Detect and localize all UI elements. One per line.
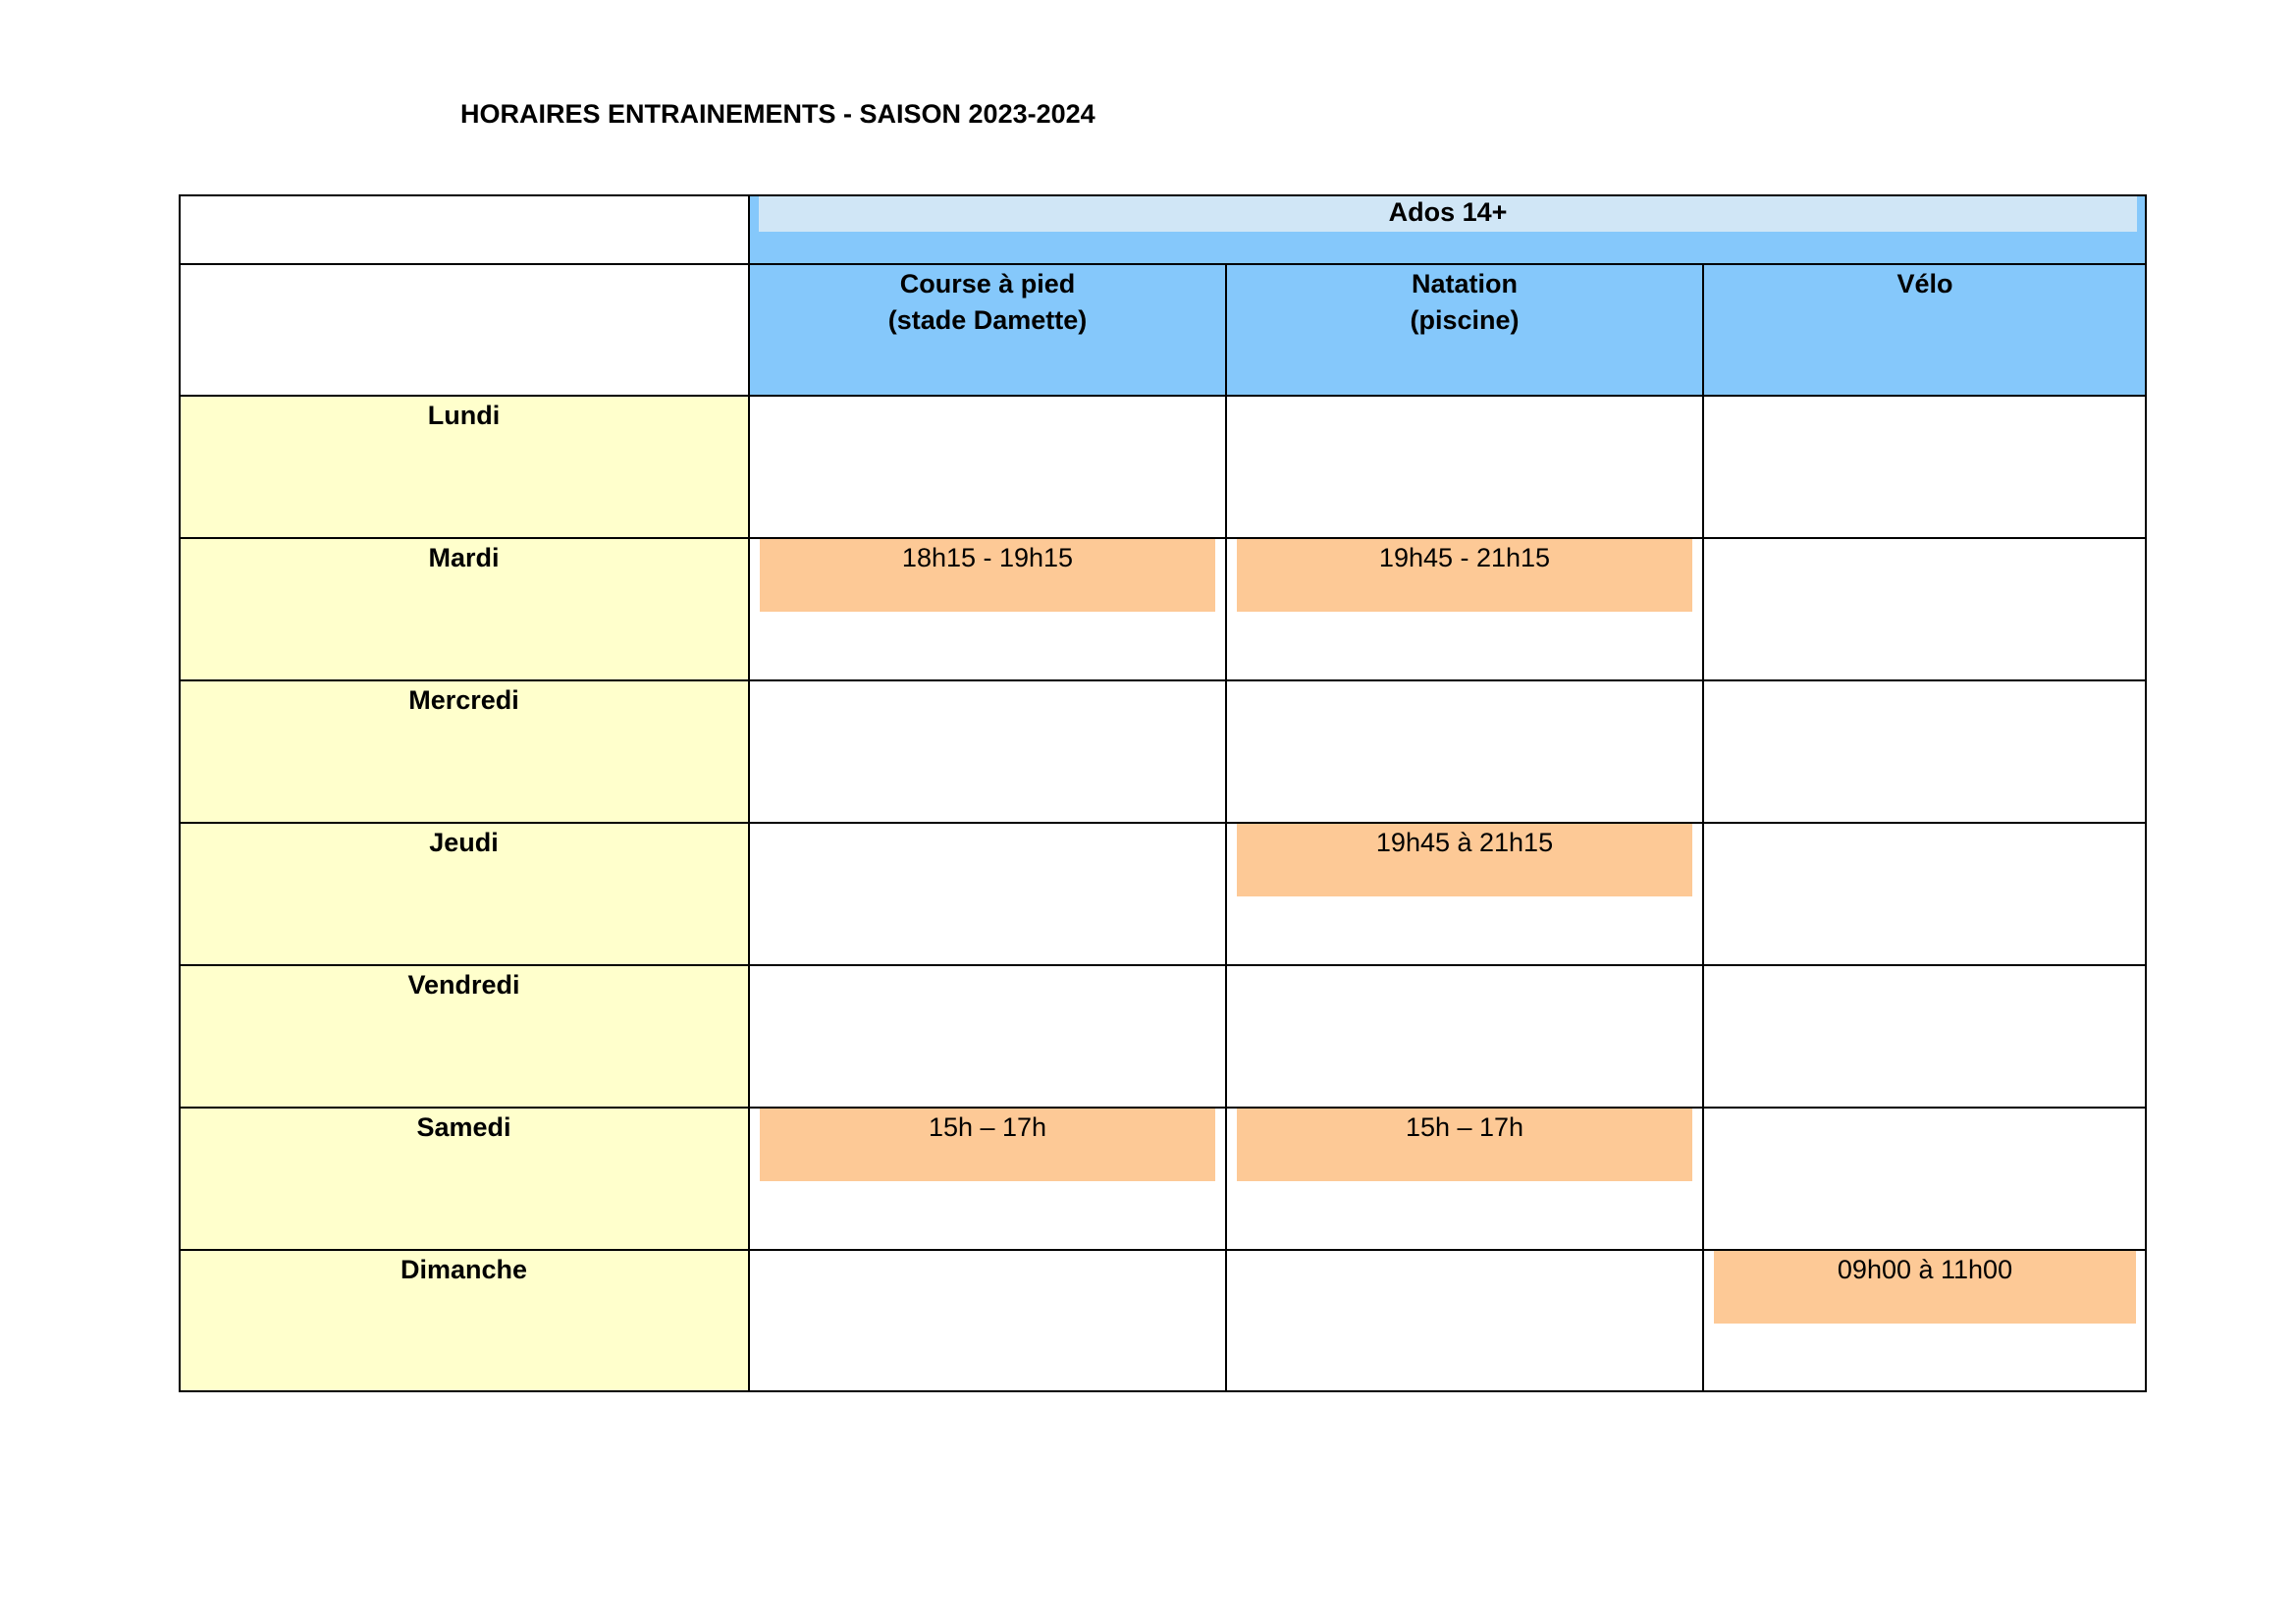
- group-header-label: Ados 14+: [1388, 197, 1508, 227]
- column-header-label: Course à pied (stade Damette): [887, 269, 1088, 335]
- schedule-cell: [749, 823, 1226, 965]
- column-header-label: Natation (piscine): [1410, 269, 1520, 335]
- day-label: Lundi: [427, 401, 501, 430]
- column-header-label: Vélo: [1896, 269, 1953, 298]
- table-rule: [748, 194, 750, 1392]
- table-rule: [179, 194, 181, 1392]
- time-slot-label: 15h – 17h: [1405, 1112, 1524, 1142]
- day-cell-lundi: [179, 396, 749, 538]
- day-label: Mardi: [428, 543, 500, 572]
- time-slot-label: 18h15 - 19h15: [901, 543, 1074, 572]
- schedule-cell: [749, 396, 1226, 538]
- day-label: Vendredi: [407, 970, 520, 1000]
- schedule-cell: [1703, 680, 2147, 823]
- table-rule: [179, 194, 2147, 196]
- schedule-cell: [1703, 1250, 2147, 1392]
- day-label: Jeudi: [429, 828, 499, 857]
- schedule-cell: [749, 1250, 1226, 1392]
- schedule-cell: [749, 538, 1226, 680]
- column-header-2: [1226, 264, 1703, 396]
- day-cell-vendredi: [179, 965, 749, 1108]
- time-slot-label: 19h45 - 21h15: [1378, 543, 1551, 572]
- schedule-cell: [1703, 538, 2147, 680]
- table-rule: [179, 822, 2147, 824]
- schedule-cell: [749, 965, 1226, 1108]
- table-rule: [2145, 194, 2147, 1392]
- schedule-cell: [1226, 538, 1703, 680]
- column-header-1: [749, 264, 1226, 396]
- schedule-cell: [1226, 1250, 1703, 1392]
- schedule-cell: [1226, 823, 1703, 965]
- schedule-cell: [1703, 1108, 2147, 1250]
- day-label: Samedi: [416, 1112, 511, 1142]
- group-header-cell: [749, 194, 2147, 264]
- table-rule: [179, 964, 2147, 966]
- time-slot-label: 09h00 à 11h00: [1837, 1255, 2013, 1284]
- column-header-3: [1703, 264, 2147, 396]
- time-slot-label: 15h – 17h: [928, 1112, 1047, 1142]
- table-rule: [1225, 264, 1227, 1392]
- schedule-cell: [1226, 1108, 1703, 1250]
- schedule-cell: [1226, 680, 1703, 823]
- day-cell-samedi: [179, 1108, 749, 1250]
- table-rule: [179, 1390, 2147, 1392]
- table-rule: [179, 1249, 2147, 1251]
- day-label: Dimanche: [400, 1255, 528, 1284]
- schedule-cell: [1226, 396, 1703, 538]
- table-rule: [179, 679, 2147, 681]
- schedule-cell: [1703, 396, 2147, 538]
- table-rule: [179, 263, 2147, 265]
- schedule-cell: [1703, 965, 2147, 1108]
- schedule-table: [179, 194, 2147, 1392]
- table-rule: [179, 395, 2147, 397]
- day-cell-jeudi: [179, 823, 749, 965]
- time-slot-label: 19h45 à 21h15: [1375, 828, 1554, 857]
- day-cell-mercredi: [179, 680, 749, 823]
- day-cell-mardi: [179, 538, 749, 680]
- schedule-cell: [749, 1108, 1226, 1250]
- schedule-cell: [1703, 823, 2147, 965]
- table-rule: [179, 1107, 2147, 1109]
- page-title: HORAIRES ENTRAINEMENTS - SAISON 2023-2024: [460, 99, 1095, 129]
- day-label: Mercredi: [408, 685, 519, 715]
- day-cell-dimanche: [179, 1250, 749, 1392]
- schedule-cell: [1226, 965, 1703, 1108]
- table-rule: [179, 537, 2147, 539]
- schedule-cell: [749, 680, 1226, 823]
- table-rule: [1702, 264, 1704, 1392]
